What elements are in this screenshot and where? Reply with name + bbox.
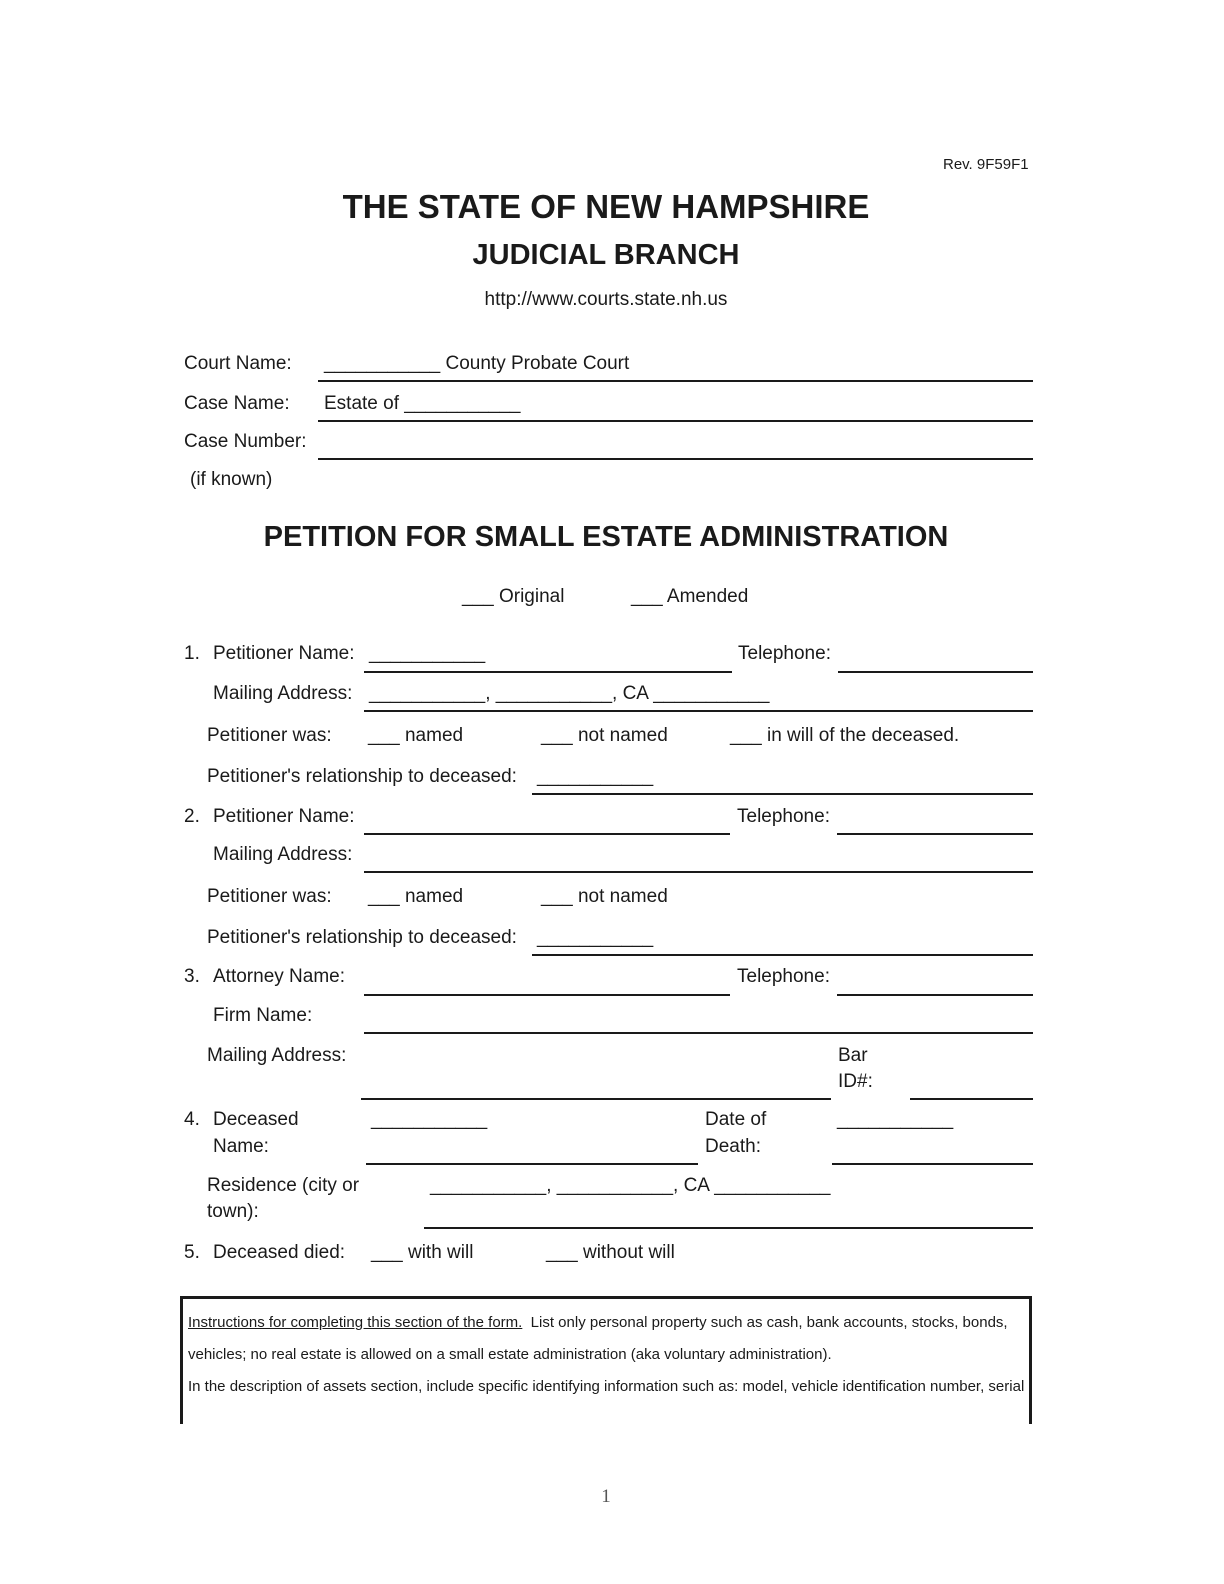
if-known-note: (if known) [190,469,273,490]
date-of-death-value[interactable]: ___________ [837,1109,954,1130]
date-of-death-label-line1: Date of [705,1109,767,1130]
bar-id-field[interactable] [910,1098,1033,1100]
page-number: 1 [601,1486,611,1507]
petitioner-1-relationship-underline [532,793,1033,795]
petitioner-1-mailing-value[interactable]: ___________, ___________, CA ___________ [369,683,770,704]
case-name-underline [318,420,1033,422]
petitioner-1-relationship-value[interactable]: ___________ [537,766,654,787]
petitioner-1-name-value[interactable]: ___________ [369,643,486,664]
section-1-number: 1. [184,643,200,664]
section-5-number: 5. [184,1242,200,1263]
instructions-line3: In the description of assets section, include specific identifying information such as: model, vehicle identification number, serial [188,1378,1025,1395]
date-of-death-underline [832,1163,1033,1165]
attorney-mailing-label: Mailing Address: [207,1045,347,1066]
court-url: http://www.courts.state.nh.us [484,289,728,310]
petitioner-1-name-underline [364,671,732,673]
date-of-death-label-line2: Death: [705,1136,761,1157]
petitioner-2-named-option[interactable]: ___ named [368,886,464,907]
petitioner-2-relationship-label: Petitioner's relationship to deceased: [207,927,517,948]
petitioner-2-name-field[interactable] [364,833,730,835]
petitioner-1-mailing-label: Mailing Address: [213,683,353,704]
firm-name-field[interactable] [364,1032,1033,1034]
deceased-name-value[interactable]: ___________ [371,1109,488,1130]
bar-id-label-line1: Bar [838,1045,868,1066]
instructions-line1 [188,1314,1008,1332]
court-name-value[interactable]: ___________ County Probate Court [324,353,630,374]
deceased-name-label-line2: Name: [213,1136,269,1157]
without-will-option[interactable]: ___ without will [546,1242,675,1263]
instructions-line1-text: List only personal property such as cash, bank accounts, stocks, bonds, [530,1314,1008,1331]
petitioner-2-telephone-label: Telephone: [737,806,830,827]
petitioner-1-in-will-text: ___ in will of the deceased. [730,725,960,746]
petitioner-1-was-label: Petitioner was: [207,725,332,746]
court-name-label: Court Name: [184,353,292,374]
residence-label-line2: town): [207,1201,259,1222]
petitioner-2-mailing-field[interactable] [364,871,1033,873]
attorney-mailing-field[interactable] [361,1098,831,1100]
section-3-number: 3. [184,966,200,987]
instructions-line2: vehicles; no real estate is allowed on a small estate administration (aka voluntary administration). [188,1346,832,1363]
case-name-value[interactable]: Estate of ___________ [324,393,521,414]
attorney-telephone-label: Telephone: [737,966,830,987]
petitioner-2-relationship-underline [532,954,1033,956]
attorney-telephone-field[interactable] [837,994,1033,996]
petitioner-1-not-named-option[interactable]: ___ not named [541,725,668,746]
deceased-died-label: Deceased died: [213,1242,346,1263]
instructions-heading: Instructions for completing this section of the form. [188,1314,523,1331]
deceased-name-underline [366,1163,698,1165]
petitioner-2-telephone-field[interactable] [837,833,1033,835]
petitioner-2-relationship-value[interactable]: ___________ [537,927,654,948]
case-number-label: Case Number: [184,431,307,452]
bar-id-label-line2: ID#: [838,1071,873,1092]
petitioner-2-was-label: Petitioner was: [207,886,332,907]
petitioner-1-mailing-underline [364,710,1033,712]
firm-name-label: Firm Name: [213,1005,313,1026]
petition-title: PETITION FOR SMALL ESTATE ADMINISTRATION [263,521,949,553]
court-name-underline [318,380,1033,382]
petitioner-1-relationship-label: Petitioner's relationship to deceased: [207,766,517,787]
attorney-name-field[interactable] [364,994,730,996]
amended-option[interactable]: ___ Amended [631,586,749,607]
petitioner-2-name-label: Petitioner Name: [213,806,355,827]
residence-underline [424,1227,1033,1229]
attorney-name-label: Attorney Name: [213,966,345,987]
section-4-number: 4. [184,1109,200,1130]
case-name-label: Case Name: [184,393,290,414]
branch-title: JUDICIAL BRANCH [472,239,740,271]
original-option[interactable]: ___ Original [462,586,565,607]
petitioner-1-telephone-label: Telephone: [738,643,831,664]
case-number-field[interactable] [318,458,1033,460]
petitioner-2-not-named-option[interactable]: ___ not named [541,886,668,907]
residence-label-line1: Residence (city or [207,1175,360,1196]
petitioner-1-name-label: Petitioner Name: [213,643,355,664]
residence-value[interactable]: ___________, ___________, CA ___________ [430,1175,831,1196]
petitioner-1-telephone-field[interactable] [838,671,1033,673]
petitioner-1-named-option[interactable]: ___ named [368,725,464,746]
with-will-option[interactable]: ___ with will [371,1242,474,1263]
deceased-name-label-line1: Deceased [213,1109,299,1130]
section-2-number: 2. [184,806,200,827]
petitioner-2-mailing-label: Mailing Address: [213,844,353,865]
revision-code: Rev. 9F59F1 [943,156,1029,173]
state-title: THE STATE OF NEW HAMPSHIRE [342,188,870,225]
